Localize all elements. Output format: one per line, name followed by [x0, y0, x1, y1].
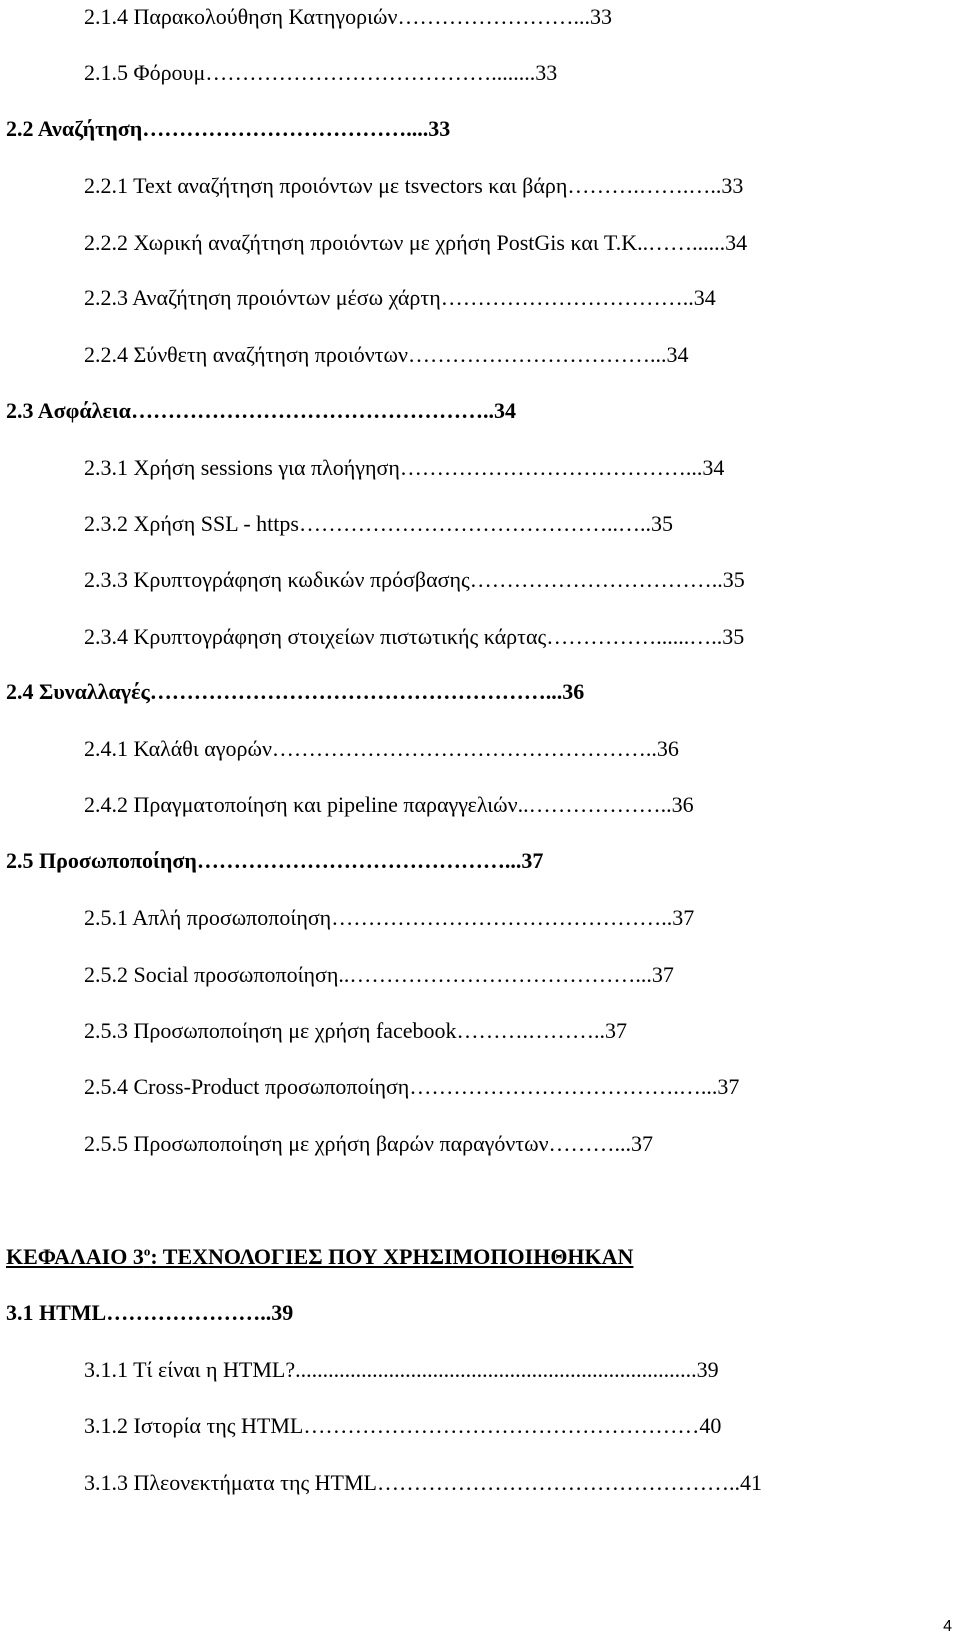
toc-entry: 2.5.4 Cross-Product προσωποποίηση……………………………….…...37: [84, 1074, 740, 1099]
chapter-heading-superscript: ο: [143, 1243, 151, 1259]
toc-section-heading: 2.5 Προσωποποίηση……………………………………...37: [6, 848, 544, 873]
chapter-heading: [6, 1244, 633, 1270]
toc-entry: 2.3.2 Χρήση SSL - https……………………………………..…..35: [84, 511, 673, 536]
toc-section-heading: 3.1 HTML…………………..39: [6, 1300, 294, 1325]
toc-entry: 2.2.3 Αναζήτηση προιόντων μέσω χάρτη……………………………..34: [84, 285, 716, 310]
chapter-heading-suffix: : ΤΕΧΝΟΛΟΓΙΕΣ ΠΟΥ ΧΡΗΣΙΜΟΠΟΙΗΘΗΚΑΝ: [150, 1244, 634, 1269]
toc-section-heading: 2.4 Συναλλαγές………………………………………………...36: [6, 679, 585, 704]
toc-entry: 2.3.1 Χρήση sessions για πλοήγηση…………………………………...34: [84, 455, 725, 480]
toc-entry: 2.2.2 Χωρική αναζήτηση προιόντων με χρήση PostGis και Τ.Κ..……......34: [84, 230, 748, 255]
toc-entry: 2.2.1 Text αναζήτηση προιόντων με tsvectors και βάρη……….…….…..33: [84, 173, 744, 198]
toc-entry: 3.1.3 Πλεονεκτήματα της HTML…………………………………………..41: [84, 1470, 762, 1495]
toc-section-heading: 2.3 Ασφάλεια…………………………………………..34: [6, 398, 516, 423]
toc-entry: 2.1.5 Φόρουμ…………………………………........33: [84, 60, 558, 85]
toc-entry: 2.4.2 Πραγματοποίηση και pipeline παραγγελιών..………………..36: [84, 792, 694, 817]
toc-entry: 2.5.1 Απλή προσωποποίηση………………………………………..37: [84, 905, 695, 930]
toc-entry: 2.5.3 Προσωποποίηση με χρήση facebook……….………..37: [84, 1018, 627, 1043]
toc-entry: 2.5.5 Προσωποποίηση με χρήση βαρών παραγόντων………...37: [84, 1131, 654, 1156]
toc-entry: 2.2.4 Σύνθετη αναζήτηση προιόντων……………………………...34: [84, 342, 689, 367]
page-number: 4: [943, 1618, 952, 1635]
toc-entry: 2.4.1 Καλάθι αγορών……………………………………………..36: [84, 736, 679, 761]
toc-entry: 2.5.2 Social προσωποποίηση..…………………………………...37: [84, 962, 674, 987]
toc-entry: 3.1.2 Ιστορία της HTML………………………………………………40: [84, 1413, 722, 1438]
toc-section-heading: 2.2 Αναζήτηση………………………………....33: [6, 116, 451, 141]
chapter-heading-prefix: ΚΕΦΑΛΑΙΟ 3: [6, 1244, 144, 1269]
toc-entry: 3.1.1 Τί είναι η HTML?.........................................................................39: [84, 1357, 719, 1382]
toc-entry: 2.3.4 Κρυπτογράφηση στοιχείων πιστωτικής κάρτας……………......…..35: [84, 624, 745, 649]
toc-entry: 2.3.3 Κρυπτογράφηση κωδικών πρόσβασης……………………………..35: [84, 567, 745, 592]
toc-entry: 2.1.4 Παρακολούθηση Κατηγοριών……………………...33: [84, 4, 612, 29]
